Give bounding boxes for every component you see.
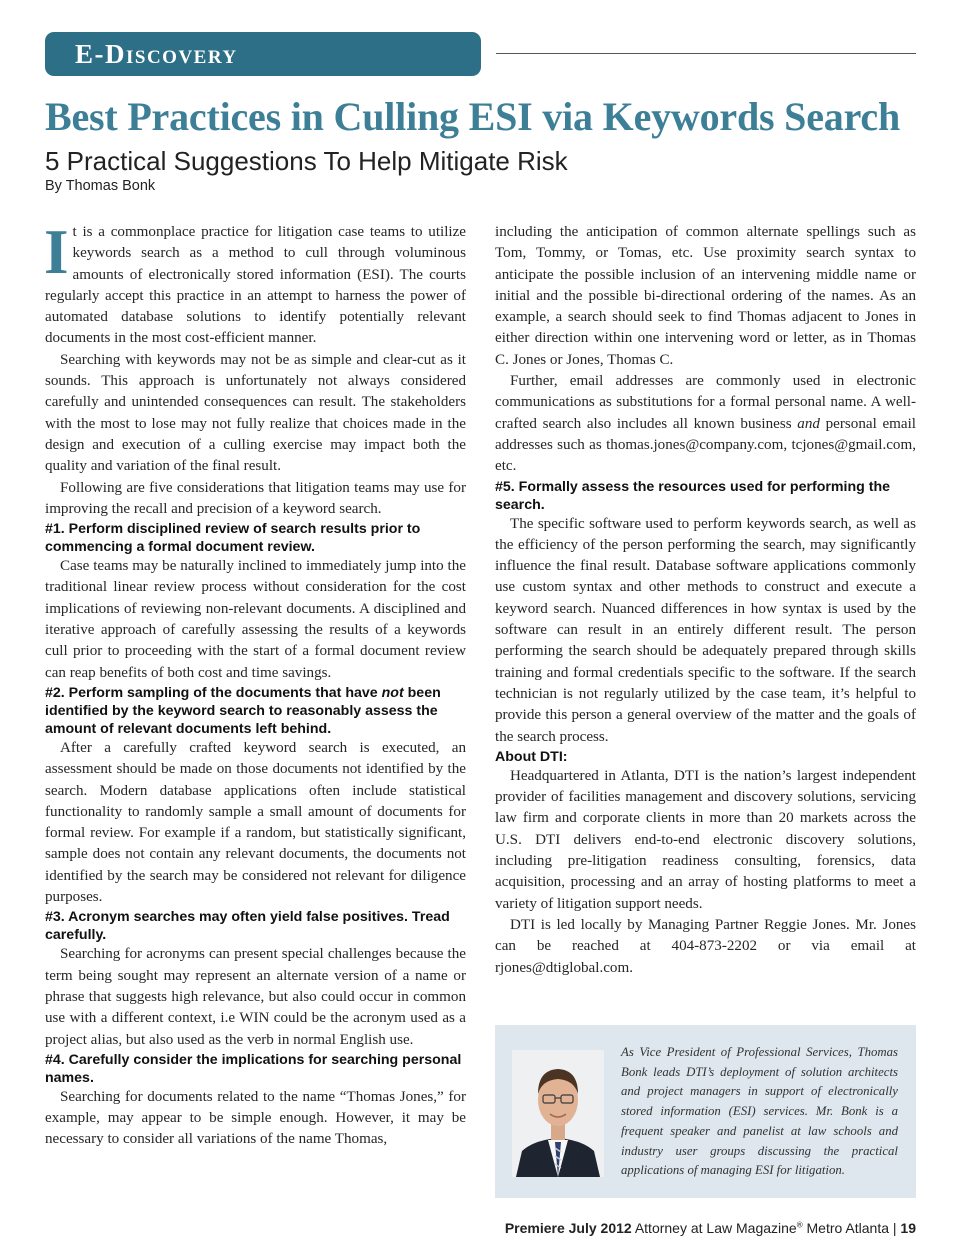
paragraph-4: Case teams may be naturally inclined to immediately jump into the traditional linear review process without consideration for the cost implications of reviewing non-relevant documents. A disciplined and iterative approach of carefully assessing the results of a keywords cull prior to proceeding with the start of a formal document review can reap benefits of both cost and time savings.: [45, 558, 466, 681]
footer-registered-mark: ®: [796, 1220, 803, 1230]
left-column: [44, 217, 466, 1151]
heading-3: #3. Acronym searches may often yield false positives. Tread carefully.: [45, 909, 450, 944]
footer-separator: |: [892, 1220, 897, 1236]
paragraph-5: After a carefully crafted keyword search is executed, an assessment should be made on those documents not identified by the search. Modern database applications often include statistical functionality to randomly sample a small amount of documents for formal review. For example if a random, but statistically significant, sample does not contain any relevant documents, the documents not identified by the search may be considered not relevant for diligence purposes.: [45, 739, 466, 906]
drop-cap: I: [44, 217, 69, 287]
heading-2: [45, 684, 466, 738]
footer-issue: Premiere July 2012: [504, 1220, 632, 1236]
footer-edition: Metro Atlanta: [806, 1220, 889, 1236]
intro-paragraph: [44, 217, 466, 350]
article-subtitle: 5 Practical Suggestions To Help Mitigate Risk: [45, 146, 568, 176]
paragraph-3: Following are five considerations that litigation teams may use for improving the recall and precision of a keyword search.: [45, 479, 466, 517]
footer-magazine: Attorney at Law Magazine: [634, 1220, 797, 1236]
header-rule: [496, 53, 916, 54]
page-footer: [505, 1220, 916, 1236]
heading-4: #4. Carefully consider the implications for searching personal names.: [45, 1051, 462, 1086]
right-column: [495, 222, 916, 979]
paragraph-email-part-a: Further, email addresses are commonly used in electronic communications as substitutions for a formal personal name. A well-crafted search also includes all known business: [495, 373, 916, 432]
paragraph-email: [495, 371, 916, 477]
author-bio: As Vice President of Professional Services, Thomas Bonk leads DTI’s deployment of solution architects and project managers in support of electronically stored information (ESI) services. Mr. Bonk is a frequent speaker and panelist at law schools and industry user groups discussing the practical applications of managing ESI for litigation.: [621, 1045, 898, 1178]
paragraph-continued: including the anticipation of common alternate spellings such as Tom, Tommy, or Tomas, etc. Use proximity search syntax to anticipate the possible inclusion of an intervening middle name or initial and the possible bi-directional ordering of the names. As an example, a search should seek to find Thomas adjacent to Jones in either direction within one intervening word or letter, as in Thomas C. Jones or Jones, Thomas C.: [495, 224, 916, 368]
section-label: E-Discovery: [45, 32, 481, 76]
paragraph-6: Searching for acronyms can present special challenges because the term being sought may represent an alternate version of a name or phrase that suggests high relevance, but also could occur in common use with a different context, i.e WIN could be the acronym used as a project alias, but also used as the verb in normal English use.: [45, 946, 466, 1048]
paragraph-email-emphasis: and: [797, 415, 820, 432]
paragraph-about: Headquartered in Atlanta, DTI is the nation’s largest independent provider of facilities management and discovery solutions, servicing law firm and corporate clients in more than 20 markets across the U.S. DTI delivers end-to-end electronic discovery solutions, including pre-litigation readiness consulting, forensics, data acquisition, processing and an array of hosting platforms to meet a variety of litigation support needs.: [495, 767, 916, 912]
heading-1: #1. Perform disciplined review of search results prior to commencing a formal document review.: [45, 521, 421, 556]
paragraph-2: Searching with keywords may not be as simple and clear-cut as it sounds. This approach is unfortunately not always considered carefully and unintended consequences can result. The stakeholders with the most to lose may not fully realize that choices made in the design and execution of a culling exercise may impact both the quality and variation of the final result.: [45, 351, 466, 475]
byline: By Thomas Bonk: [45, 178, 156, 194]
page-number: 19: [900, 1220, 916, 1236]
heading-2-part-a: #2. Perform sampling of the documents that have: [45, 684, 382, 701]
heading-2-part-b: been identified by the keyword search to reasonably assess the amount of relevant documents left behind.: [45, 684, 441, 737]
paragraph-software: The specific software used to perform keywords search, as well as the efficiency of the person performing the search, may significantly influence the final result. Database software applications commonly use custom syntax and other methods to construct and execute a keyword search. Nuanced differences in how syntax is used by the software can result in an entirely different result. The person performing the search should be adequately prepared through skills training and formal credentials specific to the software. If the search technician is not regularly utilized by the case team, it’s helpful to provide this person a general overview of the matter and the goals of the search process.: [495, 515, 916, 745]
intro-text: t is a commonplace practice for litigation case teams to utilize keywords search as a method to cull through voluminous amounts of electronically stored information (ESI). The courts regularly accept this practice in an attempt to harness the power of automated database solutions to identify potentially relevant documents in the most cost-efficient manner.: [45, 224, 466, 347]
author-portrait-icon: [512, 1050, 604, 1177]
about-heading: About DTI:: [495, 748, 568, 765]
author-photo: [512, 1050, 604, 1177]
heading-2-emphasis: not: [381, 684, 404, 701]
paragraph-contact: DTI is led locally by Managing Partner Reggie Jones. Mr. Jones can be reached at 404-873-2202 or via email at rjones@dtiglobal.com.: [495, 916, 916, 976]
article-title: Best Practices in Culling ESI via Keywords Search: [45, 94, 901, 139]
paragraph-7: Searching for documents related to the name “Thomas Jones,” for example, may appear to be simple enough. However, it may be necessary to consider all variations of the name Thomas,: [45, 1088, 466, 1148]
heading-5: #5. Formally assess the resources used for performing the search.: [495, 478, 891, 513]
paragraph-email-part-b: personal email addresses such as thomas.jones@company.com, tcjones@gmail.com, etc.: [495, 415, 916, 475]
author-bio-box: [495, 1025, 916, 1198]
